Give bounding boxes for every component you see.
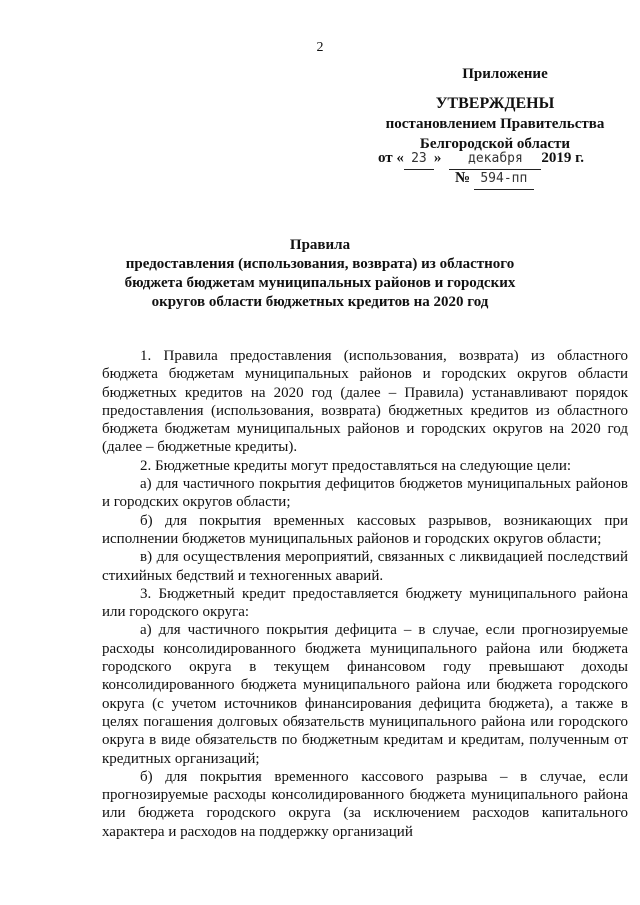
paragraph: 1. Правила предоставления (использования, возврата) из областного бюджета бюджетам муниципальных районов и городских округов области бюджетных кредитов на 2020 год (далее – Правила) устанавливают порядок предоставления (использования, возврата) бюджетных кредитов из областного бюджета бюджетам муниципальных районов и городских округов на 2020 год (далее – бюджетные кредиты). xyxy=(102,348,628,456)
number-sign: № xyxy=(455,170,471,186)
date-mid: » xyxy=(433,150,442,166)
document-body xyxy=(102,347,628,841)
document-title xyxy=(100,236,540,312)
approval-region-line: Белгородской области xyxy=(419,136,571,152)
approval-number xyxy=(455,168,615,190)
date-month: декабря xyxy=(449,149,541,170)
date-day: 23 xyxy=(404,149,434,170)
paragraph: в) для осуществления мероприятий, связанных с ликвидацией последствий стихийных бедствий и техногенных аварий. xyxy=(102,549,628,584)
approval-resolution-line: постановлением Правительства xyxy=(385,116,605,132)
page-number: 2 xyxy=(316,40,324,55)
title-heading: Правила xyxy=(289,237,351,253)
paragraph: 2. Бюджетные кредиты могут предоставляться на следующие цели: xyxy=(140,457,572,474)
approved-heading: УТВЕРЖДЕНЫ xyxy=(435,95,555,112)
paragraph: б) для покрытия временного кассового разрыва – в случае, если прогнозируемые расходы консолидированного бюджета муниципального района или бюджета городского округа (за исключением расходов капитального характера и расходов на поддержку организаций xyxy=(102,768,628,840)
title-subtitle: предоставления (использования, возврата) из областного бюджета бюджетам муниципальных районов и городских округов области бюджетных кредитов на 2020 год xyxy=(124,256,516,310)
date-suffix: 2019 г. xyxy=(541,150,585,166)
date-prefix: от « xyxy=(378,150,404,166)
approval-date xyxy=(378,148,618,170)
number-value: 594-пп xyxy=(474,169,534,190)
paragraph: 3. Бюджетный кредит предоставляется бюджету муниципального района или городского округа: xyxy=(102,585,628,621)
paragraph: а) для частичного покрытия дефицитов бюджетов муниципальных районов и городских округов области; xyxy=(102,476,628,511)
appendix-label: Приложение xyxy=(462,66,548,82)
paragraph: а) для частичного покрытия дефицита – в случае, если прогнозируемые расходы консолидированного бюджета муниципального района или бюджета городского округа в текущем финансовом году превышают доходы консолидированного бюджета муниципального района или бюджета городского округа (с учетом источников финансирования дефицита бюджета), а также в целях погашения долговых обязательств муниципального района или городского округа в виде обязательств по бюджетным кредитам и кредитам, полученным от кредитных организаций; xyxy=(102,622,628,767)
paragraph: б) для покрытия временных кассовых разрывов, возникающих при исполнении бюджетов муниципальных районов и городских округов области; xyxy=(102,512,628,547)
